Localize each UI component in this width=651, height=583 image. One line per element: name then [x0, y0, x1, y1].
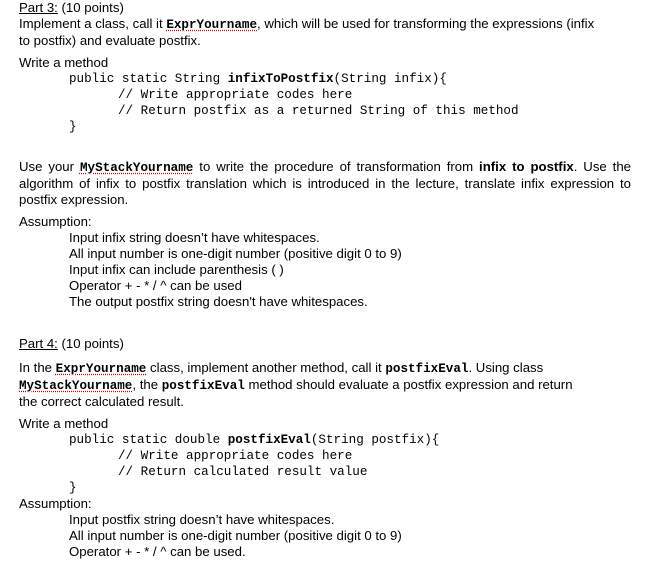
- part3-assumption-item: Input infix string doesn’t have whitespaces.: [69, 230, 320, 245]
- part3-code-close: }: [69, 120, 77, 134]
- part3-assumption-item: Operator + - * / ^ can be used: [69, 278, 242, 293]
- part3-assumption-list: [19, 230, 631, 310]
- part4-assumption-list: [19, 512, 631, 560]
- part4-assumption-item: Operator + - * / ^ can be used.: [69, 544, 246, 559]
- part4-title: [19, 336, 631, 352]
- part3-title-label: Part 3:: [19, 0, 58, 15]
- part4-intro: [19, 360, 631, 377]
- part4-intro2-class: MyStackYourname: [19, 379, 133, 393]
- part3-assumption-item: All input number is one-digit number (positive digit 0 to 9): [69, 246, 402, 261]
- part4-intro2-method: postfixEval: [161, 379, 245, 393]
- part4-intro-text-b: class, implement another method, call it: [146, 360, 386, 375]
- part3-write-method: Write a method: [19, 55, 109, 70]
- part3-code-comment-1: // Write appropriate codes here: [118, 88, 353, 102]
- part3-title: [19, 0, 631, 16]
- part3-assumption-item: The output postfix string doesn't have whitespaces.: [69, 294, 368, 309]
- part4-write-method: Write a method: [19, 416, 109, 431]
- part3-code-method-name: infixToPostfix: [227, 72, 334, 86]
- part4-code-comment-2: // Return calculated result value: [118, 465, 368, 479]
- part4-assumption-item: All input number is one-digit number (positive digit 0 to 9): [69, 528, 402, 543]
- part4-intro2-text-b: method should evaluate a postfix expression and return: [244, 377, 573, 392]
- part4-intro-text-a: In the: [19, 360, 56, 375]
- part3-use-text-c: . Use the algorithm of infix to postfix translation which is introduced in the lecture, translate infix expression to postfix expression.: [19, 159, 632, 207]
- part4-code-close: }: [69, 481, 77, 495]
- part4-intro-line3: the correct calculated result.: [19, 394, 184, 409]
- part3-intro-line2: to postfix) and evaluate postfix.: [19, 33, 201, 48]
- part3-assumption-label: Assumption:: [19, 214, 92, 229]
- part4-intro-method: postfixEval: [385, 362, 469, 376]
- part3-code-block: [69, 71, 651, 135]
- part4-code-sig-a: public static double: [69, 433, 228, 447]
- part3-intro-class: ExprYourname: [166, 18, 258, 32]
- part3-intro: [19, 16, 631, 33]
- part3-title-points: (10 points): [57, 0, 124, 15]
- part4-assumption-label: Assumption:: [19, 496, 92, 511]
- part4-intro-text-c: . Using class: [468, 360, 544, 375]
- part3-code-sig-a: public static String: [69, 72, 228, 86]
- document: [19, 0, 631, 560]
- part3-code-sig-b: (String infix){: [333, 72, 447, 86]
- part4-code-sig-b: (String postfix){: [310, 433, 440, 447]
- part3-use-text-b: to write the procedure of transformation from: [193, 159, 480, 174]
- part4-code-method-name: postfixEval: [227, 433, 311, 447]
- part3-use-bold: infix to postfix: [479, 159, 574, 174]
- part4-code-block: [69, 432, 651, 496]
- part3-intro-text: Implement a class, call it: [19, 16, 167, 31]
- part3-assumption-item: Input infix can include parenthesis ( ): [69, 262, 284, 277]
- part4-assumption-item: Input postfix string doesn’t have whitespaces.: [69, 512, 335, 527]
- part3-use-class: MyStackYourname: [79, 161, 194, 175]
- part3-intro-text-b: , which will be used for transforming the expressions (infix: [257, 16, 595, 31]
- part4-intro2-text-a: , the: [132, 377, 162, 392]
- part3-code-comment-2: // Return postfix as a returned String of this method: [118, 104, 519, 118]
- part4-code-comment-1: // Write appropriate codes here: [118, 449, 353, 463]
- part4-intro-line2: [19, 377, 631, 394]
- part4-intro-class: ExprYourname: [55, 362, 147, 376]
- part4-title-label: Part 4:: [19, 336, 58, 351]
- part3-use-text-a: Use your: [19, 159, 80, 174]
- part4-title-points: (10 points): [57, 336, 124, 351]
- part3-use-paragraph: [19, 159, 631, 208]
